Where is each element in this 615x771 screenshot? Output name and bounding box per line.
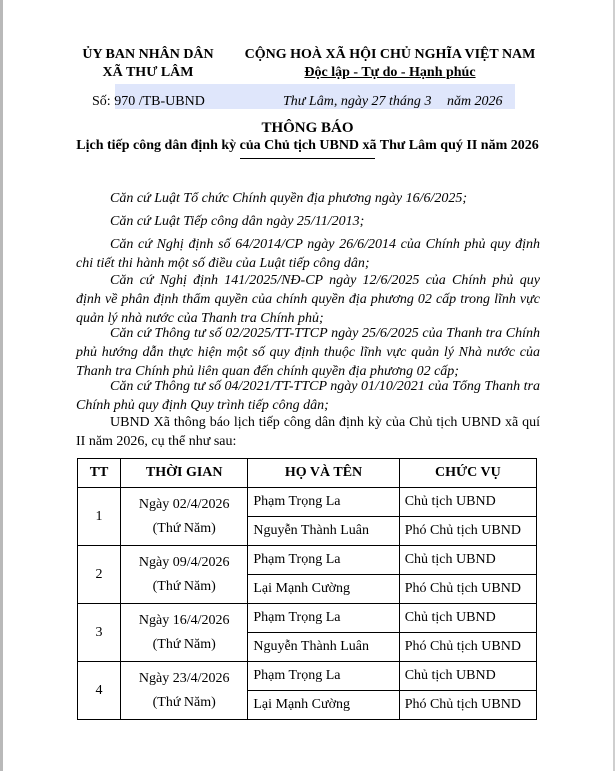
row-number: 4: [78, 662, 121, 720]
place-date-prefix: Thư Lâm, ngày: [283, 94, 369, 109]
official-name: Phạm Trọng La: [248, 546, 399, 575]
col-header-name: HỌ VÀ TÊN: [248, 459, 399, 488]
doc-number-prefix: Số:: [92, 94, 111, 109]
row-number: 3: [78, 604, 121, 662]
row-number: 2: [78, 546, 121, 604]
date-year: năm 2026: [446, 94, 503, 109]
date-text: Ngày 16/4/2026: [138, 612, 230, 628]
table-header-row: [78, 459, 537, 488]
date-text: Ngày 23/4/2026: [138, 670, 230, 686]
official-position: Chủ tịch UBND: [399, 604, 536, 633]
schedule-date: [121, 546, 248, 604]
place-date: [283, 94, 503, 110]
schedule-date: [121, 488, 248, 546]
official-position: Chủ tịch UBND: [399, 546, 536, 575]
official-position: Phó Chủ tịch UBND: [399, 575, 536, 604]
title-underline: [240, 158, 375, 159]
official-position: Phó Chủ tịch UBND: [399, 633, 536, 662]
date-day: 27: [371, 94, 386, 109]
doc-number-suffix: /TB-UBND: [138, 94, 205, 109]
official-position: Chủ tịch UBND: [399, 662, 536, 691]
motto: Độc lập - Tự do - Hạnh phúc: [304, 65, 476, 80]
weekday-text: (Thứ Năm): [152, 578, 216, 594]
official-name: Phạm Trọng La: [248, 604, 399, 633]
row-number: 1: [78, 488, 121, 546]
official-position: Phó Chủ tịch UBND: [399, 691, 536, 720]
table-row: [78, 604, 537, 633]
official-position: Phó Chủ tịch UBND: [399, 517, 536, 546]
schedule-date: [121, 662, 248, 720]
official-name: Nguyễn Thành Luân: [248, 517, 399, 546]
legal-basis-3: Căn cứ Nghị định số 64/2014/CP ngày 26/6/2014 của Chính phủ quy định chi tiết thi hành một số điều của Luật tiếp công dân;: [76, 237, 540, 271]
announcement-intro: UBND Xã thông báo lịch tiếp công dân định kỳ của Chủ tịch UBND xã quí II năm 2026, cụ thể như sau:: [76, 415, 540, 449]
notice-title: THÔNG BÁO: [261, 120, 354, 136]
doc-number-value: 970: [114, 94, 136, 109]
date-text: Ngày 02/4/2026: [138, 496, 230, 512]
col-header-time: THỜI GIAN: [121, 459, 248, 488]
schedule-date: [121, 604, 248, 662]
legal-basis-1: Căn cứ Luật Tổ chức Chính quyền địa phương ngày 16/6/2025;: [110, 191, 468, 206]
page-left-edge: [0, 0, 3, 771]
table-row: [78, 662, 537, 691]
org-name-line2: XÃ THƯ LÂM: [102, 65, 194, 80]
official-name: Phạm Trọng La: [248, 662, 399, 691]
issuing-organization: [60, 46, 236, 82]
org-name-line1: ỦY BAN NHÂN DÂN: [82, 47, 214, 62]
national-motto: [240, 46, 540, 82]
weekday-text: (Thứ Năm): [152, 636, 216, 652]
col-header-position: CHỨC VỤ: [399, 459, 536, 488]
official-name: Lại Mạnh Cường: [248, 575, 399, 604]
document-number: [92, 94, 205, 110]
weekday-text: (Thứ Năm): [152, 520, 216, 536]
date-month: 3: [424, 94, 432, 109]
col-header-tt: TT: [78, 459, 121, 488]
legal-basis-6: Căn cứ Thông tư số 04/2021/TT-TTCP ngày 01/10/2021 của Tổng Thanh tra Chính phủ quy định Quy trình tiếp công dân;: [76, 379, 540, 413]
official-position: Chủ tịch UBND: [399, 488, 536, 517]
legal-basis-4: Căn cứ Nghị định 141/2025/NĐ-CP ngày 12/6/2025 của Chính phủ quy định về phân định thẩm quyền của chính quyền địa phương 02 cấp trong lĩnh vực quản lý nhà nước của Thanh tra Chính phủ;: [76, 273, 540, 326]
schedule-table: [77, 458, 537, 720]
official-name: Phạm Trọng La: [248, 488, 399, 517]
official-name: Nguyễn Thành Luân: [248, 633, 399, 662]
official-name: Lại Mạnh Cường: [248, 691, 399, 720]
legal-basis-5: Căn cứ Thông tư số 02/2025/TT-TTCP ngày 25/6/2025 của Thanh tra Chính phủ hướng dẫn thực hiện một số quy định thuộc lĩnh vực quản lý Nhà nước của Thanh tra Chính phủ liên quan đến chính quyền địa phương 02 cấp;: [76, 326, 540, 379]
weekday-text: (Thứ Năm): [152, 694, 216, 710]
nation-name: CỘNG HOÀ XÃ HỘI CHỦ NGHĨA VIỆT NAM: [244, 47, 536, 62]
date-month-label: tháng: [389, 94, 421, 109]
notice-subtitle: Lịch tiếp công dân định kỳ của Chủ tịch UBND xã Thư Lâm quý II năm 2026: [76, 138, 539, 153]
table-row: [78, 546, 537, 575]
legal-basis-2: Căn cứ Luật Tiếp công dân ngày 25/11/2013;: [110, 214, 365, 229]
table-row: [78, 488, 537, 517]
date-text: Ngày 09/4/2026: [138, 554, 230, 570]
